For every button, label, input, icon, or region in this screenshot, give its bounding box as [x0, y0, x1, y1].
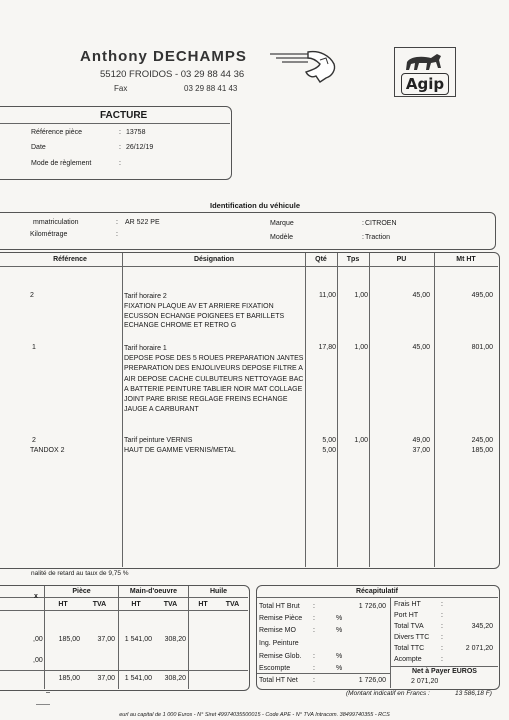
breakdown-huile-ht: HT: [198, 601, 208, 608]
fax-label: Fax: [114, 84, 128, 93]
table-row-pu: 37,00: [412, 447, 430, 454]
table-row-mt: 801,00: [471, 344, 493, 351]
recap-label: Port HT: [394, 612, 419, 619]
date-value: 26/12/19: [126, 144, 154, 151]
breakdown-huile-tva: TVA: [225, 601, 240, 608]
vehicle-box: [0, 212, 496, 250]
recap-label: Total HT Net: [259, 677, 298, 684]
table-row-mt: 245,00: [471, 437, 493, 444]
agip-logo: [394, 47, 456, 97]
breakdown-mo-ht: HT: [131, 601, 141, 608]
footer-legal: eurl au capital de 1 000 Euros - N° Siret 49974035500015 - Code APE - N° TVA Intracom. 38499740355 - RCS: [119, 712, 390, 718]
recap-title: Récapitulatif: [355, 588, 398, 595]
mode-label: Mode de règlement: [31, 160, 92, 167]
breakdown-piece-header: Pièce: [72, 588, 91, 595]
six-legged-dog-icon: [395, 50, 455, 72]
total-ht-brut-value: 1 726,00: [358, 603, 386, 610]
lion-logo-icon: [268, 48, 340, 88]
col-header-mt: Mt HT: [456, 256, 476, 263]
recap-label: Total TTC: [394, 645, 425, 652]
col-header-qte: Qté: [315, 256, 327, 263]
breakdown-total-piece-tva: 37,00: [97, 675, 115, 682]
total-ht-net-value: 1 726,00: [358, 677, 386, 684]
breakdown-row-x: ,00: [33, 657, 43, 664]
breakdown-total-mo-tva: 308,20: [164, 675, 186, 682]
table-row-mt: 495,00: [471, 292, 493, 299]
table-row-designation: Tarif horaire 2 FIXATION PLAQUE AV ET ARRIERE FIXATION ECUSSON ECHANGE POIGNEES ET BARILLETS ECHANGE CHROME ET RETRO G: [124, 293, 285, 330]
km-label: Kilométrage: [30, 231, 68, 238]
fax-number: 03 29 88 41 43: [184, 84, 238, 93]
recap-label: Escompte: [259, 665, 291, 672]
breakdown-mo-header: Main-d'oeuvre: [129, 588, 178, 595]
total-tva-value: 345,20: [471, 623, 493, 630]
breakdown-mo-tva: TVA: [163, 601, 178, 608]
breakdown-piece-tva: TVA: [92, 601, 107, 608]
breakdown-x: x: [34, 593, 38, 600]
net-a-payer-label: Net à Payer EUROS: [412, 668, 477, 675]
modele-label: Modèle: [270, 234, 293, 241]
breakdown-row-piece-tva: 37,00: [97, 636, 115, 643]
table-row-ref: TANDOX 2: [30, 447, 65, 454]
breakdown-row-piece-ht: 185,00: [58, 636, 80, 643]
vehicle-section-title: Identification du véhicule: [210, 201, 301, 210]
col-header-pu: PU: [396, 256, 407, 263]
table-row-pu: 45,00: [412, 292, 430, 299]
table-row-tps: 1,00: [354, 292, 368, 299]
table-row-ref: 2: [32, 437, 36, 444]
table-row-tps: 1,00: [354, 344, 368, 351]
table-row-designation: HAUT DE GAMME VERNIS/METAL: [124, 447, 236, 454]
ref-label: Référence pièce: [31, 129, 82, 136]
table-row-qte: 11,00: [319, 292, 336, 299]
recap-label: Ing. Peinture: [259, 640, 299, 647]
immat-value: AR 522 PE: [125, 219, 160, 226]
recap-label: Divers TTC: [394, 634, 430, 641]
francs-label: (Montant indicatif en Francs :: [346, 690, 430, 697]
recap-label: Total TVA: [394, 623, 424, 630]
table-row-ref: 1: [32, 344, 36, 351]
invoice-title: FACTURE: [100, 110, 148, 121]
table-row-designation: Tarif horaire 1 DEPOSE POSE DES 5 ROUES PREPARATION JANTES PREPARATION DES ENJOLIVEURS DEPOSE FILTRE A AIR DEPOSE CACHE CULBUTEURS NETTOYAGE BAC A BATTERIE PEINTURE TABLIER NOIR MAT COLLAGE JOINT PARE BRISE REGLAGE FREINS ECHANGE JAUGE A CARBURANT: [124, 345, 304, 414]
total-ttc-value: 2 071,20: [465, 645, 493, 652]
scan-mark: [46, 692, 50, 693]
table-row-ref: 2: [30, 292, 34, 299]
recap-label: Remise MO: [259, 627, 296, 634]
col-header-ref: Référence: [53, 256, 87, 263]
table-row-pu: 45,00: [412, 344, 430, 351]
agip-wordmark: Agip: [401, 73, 449, 95]
breakdown-row-mo-ht: 1 541,00: [124, 636, 152, 643]
breakdown-row-x: ,00: [33, 636, 43, 643]
company-name: Anthony DECHAMPS: [80, 48, 247, 65]
table-row-qte: 17,80: [318, 344, 336, 351]
breakdown-huile-header: Huile: [209, 588, 228, 595]
recap-label: Remise Pièce: [259, 615, 303, 622]
net-a-payer-value: 2 071,20: [411, 678, 439, 685]
modele-value: Traction: [365, 234, 391, 241]
breakdown-row-mo-tva: 308,20: [164, 636, 186, 643]
breakdown-piece-ht: HT: [58, 601, 68, 608]
table-row-designation: Tarif peinture VERNIS: [124, 437, 193, 444]
table-row-pu: 49,00: [412, 437, 430, 444]
francs-value: 13 586,18 F): [455, 690, 492, 697]
table-row-qte: 5,00: [322, 437, 336, 444]
recap-label: Total HT Brut: [259, 603, 300, 610]
immat-label: mmatriculation: [33, 219, 79, 226]
table-row-qte: 5,00: [322, 447, 336, 454]
penalty-note: nalité de retard au taux de 9,75 %: [31, 570, 129, 577]
breakdown-total-piece-ht: 185,00: [58, 675, 80, 682]
table-row-tps: 1,00: [354, 437, 368, 444]
date-label: Date: [31, 144, 46, 151]
col-header-designation: Désignation: [193, 256, 235, 263]
breakdown-total-mo-ht: 1 541,00: [124, 675, 152, 682]
marque-label: Marque: [270, 220, 294, 227]
ref-value: 13758: [126, 129, 146, 136]
recap-label: Acompte: [394, 656, 422, 663]
company-address: 55120 FROIDOS - 03 29 88 44 36: [100, 69, 245, 80]
marque-value: CITROEN: [365, 220, 397, 227]
col-header-tps: Tps: [346, 256, 360, 263]
recap-label: Remise Glob.: [259, 653, 302, 660]
scan-mark: [36, 704, 50, 705]
table-row-mt: 185,00: [471, 447, 493, 454]
recap-label: Frais HT: [394, 601, 421, 608]
